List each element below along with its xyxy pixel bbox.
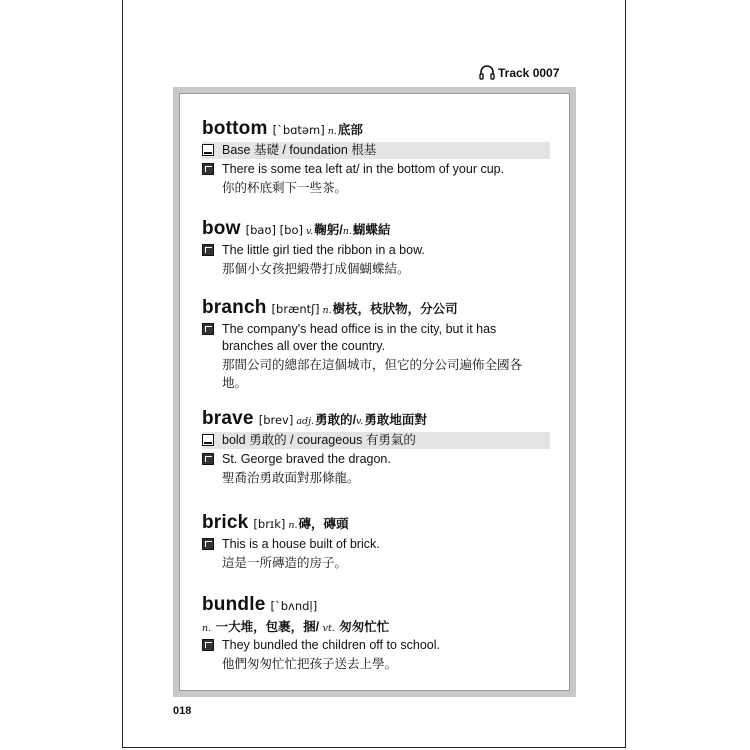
vocabulary-panel: [179, 93, 570, 691]
example-translation: 他們匆匆忙忙把孩子送去上學。: [222, 657, 398, 671]
pronunciation: [bræntʃ]: [271, 302, 320, 316]
entry-branch: [202, 297, 552, 392]
pronunciation: [brɪk]: [253, 517, 286, 531]
example-row: [202, 321, 552, 355]
example-row: [202, 637, 552, 654]
headword: bundle: [202, 594, 266, 615]
part-of-speech: n.: [322, 305, 332, 316]
headword: bow: [202, 218, 241, 239]
definition: 勇敢的/: [315, 413, 357, 427]
synonym-icon: [202, 144, 214, 156]
definition: 樹枝，枝狀物，分公司: [332, 302, 458, 316]
example-icon: [202, 163, 214, 175]
headword: brick: [202, 512, 249, 533]
example-translation: 那間公司的總部在這個城市，但它的分公司遍佈全國各地。: [222, 358, 523, 390]
entry-brick: [202, 512, 552, 572]
synonym-text: bold 勇敢的 / courageous 有勇氣的: [222, 433, 416, 447]
example-icon: [202, 538, 214, 550]
example-sentence: The little girl tied the ribbon in a bow.: [222, 243, 425, 257]
definition-line: [202, 617, 552, 635]
entry-bundle: [202, 594, 552, 673]
example-sentence: There is some tea left at/ in the bottom of your cup.: [222, 162, 505, 176]
headword: branch: [202, 297, 267, 318]
pronunciation: [ˋbɑtəm]: [272, 123, 325, 137]
entry-bottom: [202, 118, 552, 197]
definition: 蝴蝶結: [352, 223, 391, 237]
synonym-row: [202, 142, 550, 159]
example-row: [202, 536, 552, 553]
part-of-speech: v.: [356, 416, 364, 427]
audio-track-label[interactable]: [478, 64, 559, 82]
example-sentence: This is a house built of brick.: [222, 537, 380, 551]
example-row: [202, 451, 552, 468]
definition: 底部: [337, 123, 363, 137]
example-row: [202, 161, 552, 178]
definition: 一大堆，包裹，捆/: [215, 620, 320, 634]
track-number: Track 0007: [498, 66, 560, 80]
example-translation: 聖喬治勇敢面對那條龍。: [222, 471, 360, 485]
definition: 磚，磚頭: [298, 517, 349, 531]
example-sentence: The company's head office is in the city, but it has branches all over the country.: [222, 322, 497, 353]
example-icon: [202, 244, 214, 256]
pronunciation: [baʊ] [bo]: [245, 223, 303, 237]
part-of-speech: n.: [342, 226, 352, 237]
part-of-speech: adj.: [296, 416, 315, 427]
headword: bottom: [202, 118, 268, 139]
pronunciation: [brev]: [258, 413, 294, 427]
part-of-speech: n.: [288, 520, 298, 531]
example-translation: 這是一所磚造的房子。: [222, 556, 348, 570]
synonym-text: Base 基礎 / foundation 根基: [222, 143, 377, 157]
headword: brave: [202, 408, 254, 429]
page-number: 018: [173, 705, 192, 717]
synonym-icon: [202, 434, 214, 446]
part-of-speech: vt.: [322, 623, 335, 634]
example-icon: [202, 639, 214, 651]
pronunciation: [ˋbʌndḷ]: [270, 599, 318, 613]
part-of-speech: n.: [327, 126, 337, 137]
vocabulary-frame: [173, 87, 576, 697]
part-of-speech: v.: [305, 226, 314, 237]
example-sentence: They bundled the children off to school.: [222, 638, 440, 652]
example-sentence: St. George braved the dragon.: [222, 452, 391, 466]
definition: 鞠躬/: [314, 223, 343, 237]
example-translation: 那個小女孩把緞帶打成個蝴蝶結。: [222, 262, 410, 276]
headphones-icon: [478, 64, 496, 82]
definition: 匆匆忙忙: [339, 620, 390, 634]
entry-brave: [202, 408, 552, 487]
synonym-row: [202, 432, 550, 449]
entry-bow: [202, 218, 552, 278]
example-icon: [202, 323, 214, 335]
example-icon: [202, 453, 214, 465]
definition: 勇敢地面對: [364, 413, 427, 427]
part-of-speech: n.: [202, 623, 212, 634]
example-row: [202, 242, 552, 259]
example-translation: 你的杯底剩下一些茶。: [222, 181, 348, 195]
